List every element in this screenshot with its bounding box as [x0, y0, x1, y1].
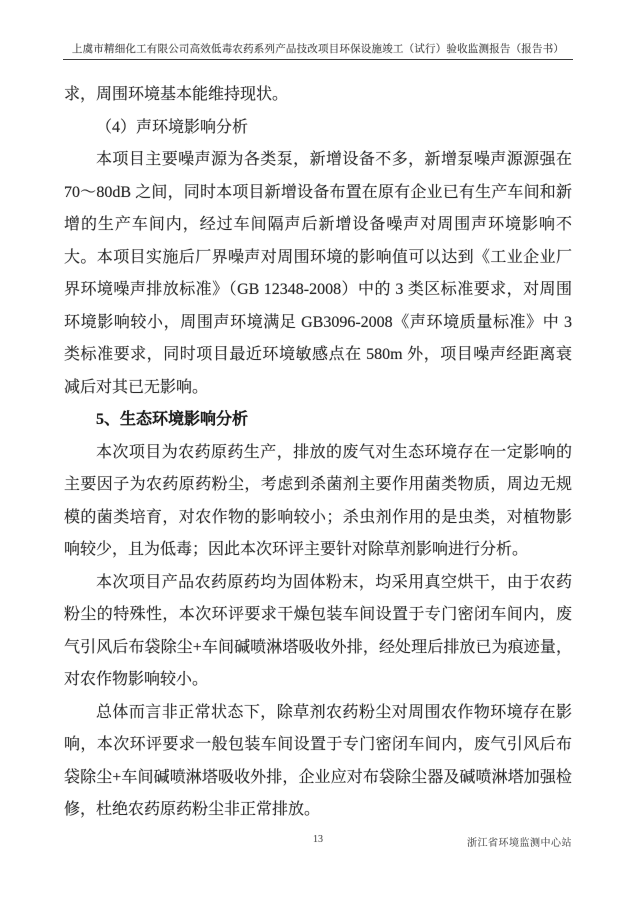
- page-header: [63, 41, 573, 60]
- page-footer: [64, 834, 572, 850]
- section4-paragraph: 本项目主要噪声源为各类泵，新增设备不多，新增泵噪声源源强在 70～80dB 之间，同时本项目新增设备布置在原有企业已有生产车间和新增的生产车间内，经过车间隔声后新增设备噪声对周围声环境影响不大。本项目实施后厂界噪声对周围环境的影响值可以达到《工业企业厂界环境噪声排放标准》（GB 12348-2008）中的 3 类区标准要求，对周围环境影响较小，周围声环境满足 GB3096-2008《声环境质量标准》中 3 类标准要求，同时项目最近环境敏感点在 580m 外，项目噪声经距离衰减后对其已无影响。: [64, 151, 572, 396]
- section5-paragraph-2: 本次项目产品农药原药均为固体粉末，均采用真空烘干，由于农药粉尘的特殊性，本次环评要求干燥包装车间设置于专门密闭车间内，废气引风后布袋除尘+车间碱喷淋塔吸收外排，经处理后排放已为痕迹量，对农作物影响较小。: [64, 573, 572, 688]
- section4-heading: （4）声环境影响分析: [96, 118, 249, 136]
- document-body: [64, 79, 572, 827]
- section5-paragraph-1: 本次项目为农药原药生产，排放的废气对生态环境存在一定影响的主要因子为农药原药粉尘，考虑到杀菌剂主要作用菌类物质，周边无规模的菌类培育，对农作物的影响较小；杀虫剂作用的是虫类，对植物影响较少，且为低毒；因此本次环评主要针对除草剂影响进行分析。: [64, 443, 572, 558]
- header-running-title: 上虞市精细化工有限公司高效低毒农药系列产品技改项目环保设施竣工（试行）验收监测报告（报告书）: [71, 44, 565, 55]
- section5-heading: 5、生态环境影响分析: [96, 411, 249, 428]
- paragraph-continuation: 求，周围环境基本能维持现状。: [64, 86, 289, 103]
- footer-organization: 浙江省环境监测中心站: [467, 838, 572, 849]
- page-number: 13: [313, 834, 323, 845]
- section5-paragraph-3: 总体而言非正常状态下，除草剂农药粉尘对周围农作物环境存在影响，本次环评要求一般包装车间设置于专门密闭车间内，废气引风后布袋除尘+车间碱喷淋塔吸收外排，企业应对布袋除尘器及碱喷淋塔加强检修，杜绝农药原药粉尘非正常排放。: [64, 703, 572, 818]
